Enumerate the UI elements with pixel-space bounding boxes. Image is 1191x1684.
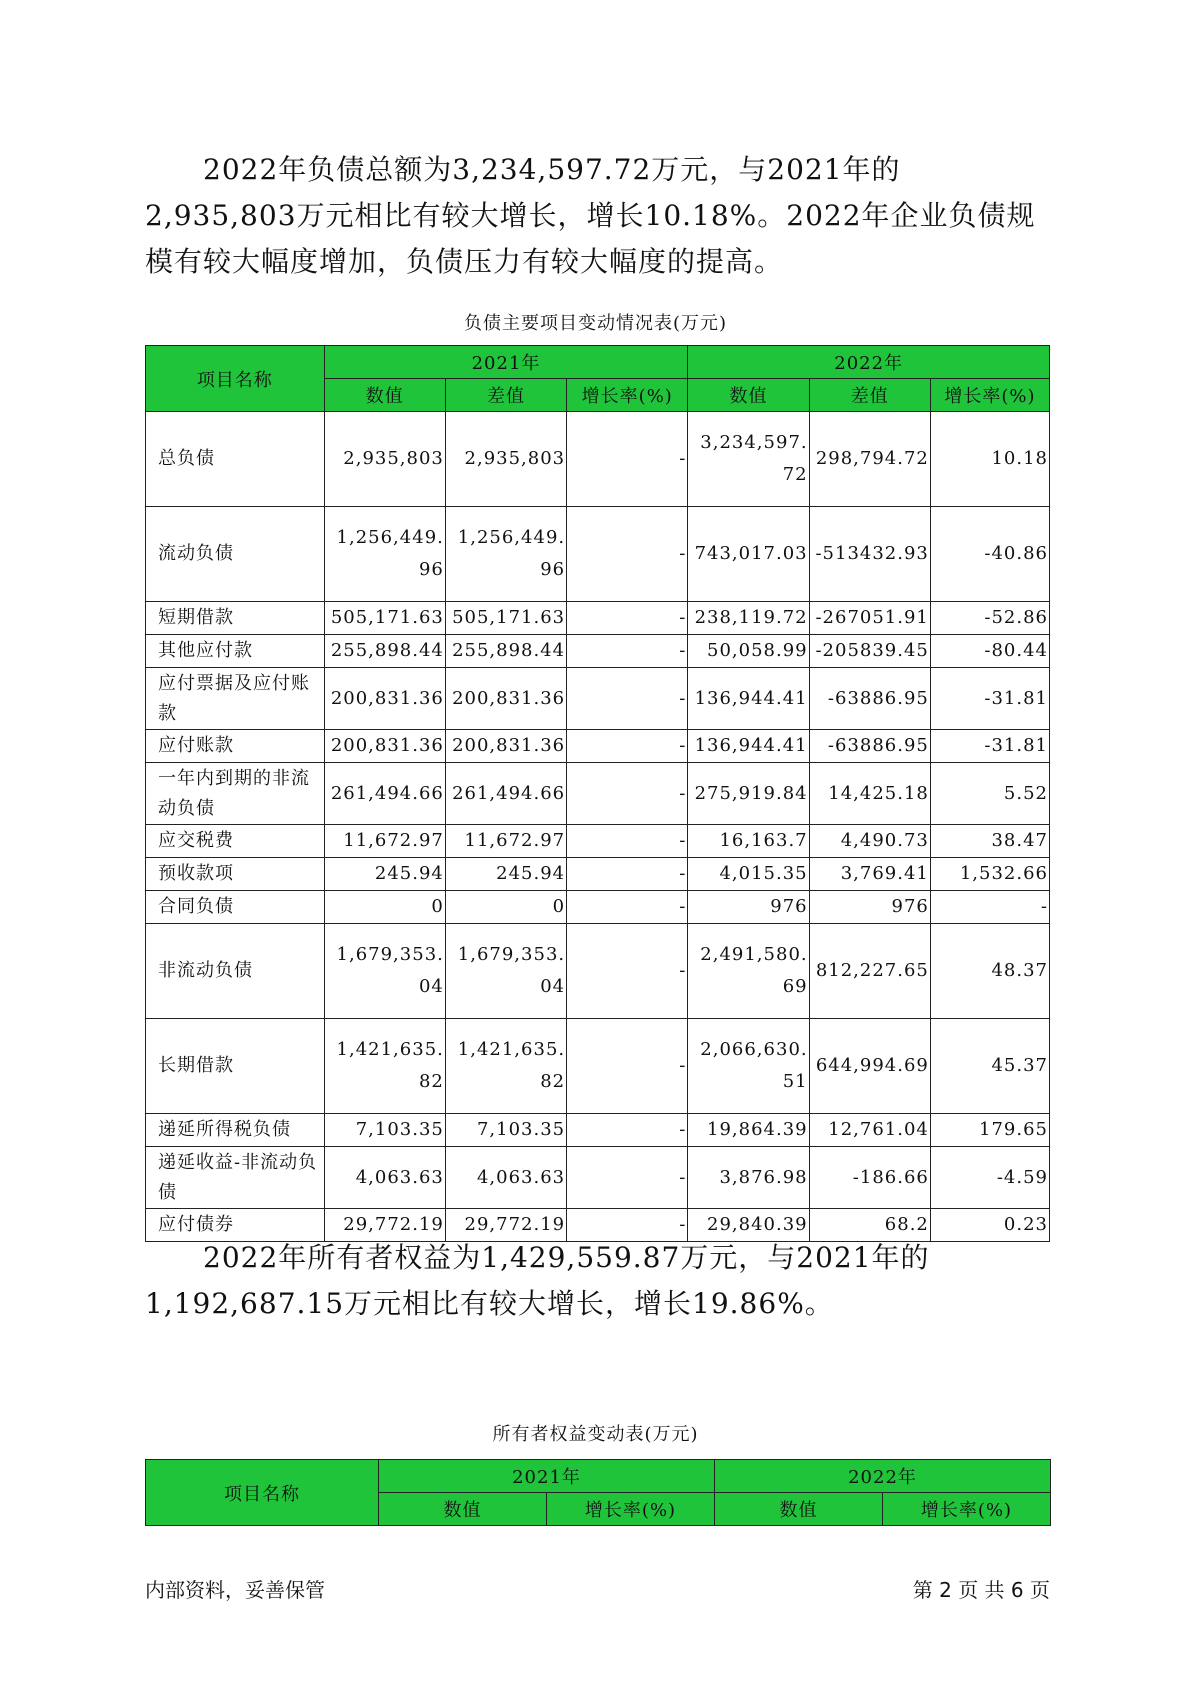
- cell-r2: -4.59: [930, 1147, 1049, 1209]
- cell-v1: 245.94: [324, 858, 445, 891]
- liability-table-caption: 负债主要项目变动情况表(万元): [463, 313, 728, 334]
- cell-v2: 50,058.99: [688, 635, 809, 668]
- cell-v1: 29,772.19: [324, 1209, 445, 1242]
- cell-r1: -: [567, 668, 688, 730]
- row-item-name: 总负债: [146, 412, 325, 507]
- header-rate-2022: 增长率(%): [930, 379, 1049, 412]
- cell-r1: -: [567, 412, 688, 507]
- table-row: [146, 602, 1050, 635]
- cell-v1: 1,256,449.96: [324, 507, 445, 602]
- cell-d2: -63886.95: [809, 668, 930, 730]
- cell-d1: 1,421,635.82: [445, 1019, 566, 1114]
- table-row: [146, 924, 1050, 1019]
- cell-d2: 298,794.72: [809, 412, 930, 507]
- footer-page-number: 第 2 页 共 6 页: [912, 1578, 1050, 1602]
- cell-d1: 200,831.36: [445, 668, 566, 730]
- cell-r1: -: [567, 1114, 688, 1147]
- cell-r2: 5.52: [930, 763, 1049, 825]
- cell-v1: 4,063.63: [324, 1147, 445, 1209]
- cell-v2: 136,944.41: [688, 730, 809, 763]
- row-item-name: 应付票据及应付账款: [146, 668, 325, 730]
- cell-d2: 4,490.73: [809, 825, 930, 858]
- cell-d1: 7,103.35: [445, 1114, 566, 1147]
- cell-v2: 16,163.7: [688, 825, 809, 858]
- cell-v2: 29,840.39: [688, 1209, 809, 1242]
- row-item-name: 递延收益-非流动负债: [146, 1147, 325, 1209]
- table-row: [146, 635, 1050, 668]
- cell-r2: -40.86: [930, 507, 1049, 602]
- cell-r1: -: [567, 891, 688, 924]
- cell-d2: -63886.95: [809, 730, 930, 763]
- cell-r1: -: [567, 507, 688, 602]
- cell-d1: 0: [445, 891, 566, 924]
- cell-d1: 505,171.63: [445, 602, 566, 635]
- cell-v1: 200,831.36: [324, 730, 445, 763]
- cell-v2: 136,944.41: [688, 668, 809, 730]
- cell-d2: 812,227.65: [809, 924, 930, 1019]
- cell-v1: 505,171.63: [324, 602, 445, 635]
- cell-r1: -: [567, 1147, 688, 1209]
- cell-d2: 14,425.18: [809, 763, 930, 825]
- cell-r1: -: [567, 825, 688, 858]
- equity-header-value-2021: 数值: [379, 1493, 547, 1526]
- liability-summary-paragraph: [145, 147, 1050, 285]
- cell-v1: 255,898.44: [324, 635, 445, 668]
- table-row: [146, 412, 1050, 507]
- cell-d1: 4,063.63: [445, 1147, 566, 1209]
- cell-d1: 1,256,449.96: [445, 507, 566, 602]
- cell-d1: 200,831.36: [445, 730, 566, 763]
- header-item-name: 项目名称: [146, 346, 325, 412]
- cell-r1: -: [567, 602, 688, 635]
- cell-v1: 200,831.36: [324, 668, 445, 730]
- cell-d2: -205839.45: [809, 635, 930, 668]
- cell-r2: 0.23: [930, 1209, 1049, 1242]
- header-year-2022: 2022年: [688, 346, 1050, 379]
- row-item-name: 短期借款: [146, 602, 325, 635]
- cell-r1: -: [567, 635, 688, 668]
- cell-v2: 3,234,597.72: [688, 412, 809, 507]
- cell-d1: 2,935,803: [445, 412, 566, 507]
- equity-table-caption: 所有者权益变动表(万元): [492, 1424, 699, 1445]
- cell-d1: 255,898.44: [445, 635, 566, 668]
- cell-r2: -31.81: [930, 730, 1049, 763]
- cell-v2: 976: [688, 891, 809, 924]
- cell-d2: -186.66: [809, 1147, 930, 1209]
- cell-v1: 2,935,803: [324, 412, 445, 507]
- cell-v2: 3,876.98: [688, 1147, 809, 1209]
- equity-header-year-2021: 2021年: [379, 1460, 715, 1493]
- cell-v2: 275,919.84: [688, 763, 809, 825]
- equity-summary-text: 2022年所有者权益为1,429,559.87万元，与2021年的1,192,687.15万元相比有较大增长，增长19.86%。: [145, 1241, 930, 1320]
- table-row: [146, 1147, 1050, 1209]
- table-row: [146, 1114, 1050, 1147]
- cell-r1: -: [567, 924, 688, 1019]
- cell-d1: 245.94: [445, 858, 566, 891]
- cell-r1: -: [567, 1019, 688, 1114]
- equity-header-item-name: 项目名称: [146, 1460, 379, 1526]
- row-item-name: 预收款项: [146, 858, 325, 891]
- row-item-name: 应付债券: [146, 1209, 325, 1242]
- cell-v1: 0: [324, 891, 445, 924]
- cell-d2: 644,994.69: [809, 1019, 930, 1114]
- cell-r2: -80.44: [930, 635, 1049, 668]
- table-row: [146, 763, 1050, 825]
- footer-confidential-note: 内部资料，妥善保管: [145, 1578, 325, 1602]
- row-item-name: 长期借款: [146, 1019, 325, 1114]
- row-item-name: 应交税费: [146, 825, 325, 858]
- liability-change-table: [145, 345, 1050, 1242]
- cell-v2: 2,066,630.51: [688, 1019, 809, 1114]
- cell-v2: 238,119.72: [688, 602, 809, 635]
- cell-d2: 3,769.41: [809, 858, 930, 891]
- table-row: [146, 668, 1050, 730]
- row-item-name: 应付账款: [146, 730, 325, 763]
- cell-r1: -: [567, 730, 688, 763]
- cell-r2: 45.37: [930, 1019, 1049, 1114]
- cell-d2: -513432.93: [809, 507, 930, 602]
- table-row: [146, 507, 1050, 602]
- header-value-2021: 数值: [324, 379, 445, 412]
- cell-v1: 11,672.97: [324, 825, 445, 858]
- cell-d2: 12,761.04: [809, 1114, 930, 1147]
- row-item-name: 非流动负债: [146, 924, 325, 1019]
- cell-d2: 68.2: [809, 1209, 930, 1242]
- row-item-name: 递延所得税负债: [146, 1114, 325, 1147]
- cell-d1: 29,772.19: [445, 1209, 566, 1242]
- cell-r1: -: [567, 1209, 688, 1242]
- cell-v1: 1,679,353.04: [324, 924, 445, 1019]
- cell-r1: -: [567, 763, 688, 825]
- equity-header-value-2022: 数值: [715, 1493, 883, 1526]
- cell-r2: 48.37: [930, 924, 1049, 1019]
- cell-r2: -52.86: [930, 602, 1049, 635]
- equity-change-table: [145, 1459, 1051, 1526]
- cell-r2: 179.65: [930, 1114, 1049, 1147]
- table-row: [146, 730, 1050, 763]
- header-rate-2021: 增长率(%): [567, 379, 688, 412]
- cell-d1: 1,679,353.04: [445, 924, 566, 1019]
- table-row: [146, 858, 1050, 891]
- equity-header-rate-2021: 增长率(%): [547, 1493, 715, 1526]
- cell-r2: 1,532.66: [930, 858, 1049, 891]
- row-item-name: 其他应付款: [146, 635, 325, 668]
- equity-header-rate-2022: 增长率(%): [883, 1493, 1051, 1526]
- header-diff-2022: 差值: [809, 379, 930, 412]
- equity-summary-paragraph: [145, 1235, 1050, 1327]
- header-year-2021: 2021年: [324, 346, 688, 379]
- cell-v2: 4,015.35: [688, 858, 809, 891]
- cell-v1: 7,103.35: [324, 1114, 445, 1147]
- cell-r2: 10.18: [930, 412, 1049, 507]
- equity-header-year-2022: 2022年: [715, 1460, 1051, 1493]
- header-value-2022: 数值: [688, 379, 809, 412]
- cell-r2: 38.47: [930, 825, 1049, 858]
- cell-r2: -: [930, 891, 1049, 924]
- cell-v2: 2,491,580.69: [688, 924, 809, 1019]
- cell-v2: 19,864.39: [688, 1114, 809, 1147]
- cell-v2: 743,017.03: [688, 507, 809, 602]
- table-row: [146, 1019, 1050, 1114]
- row-item-name: 合同负债: [146, 891, 325, 924]
- cell-v1: 1,421,635.82: [324, 1019, 445, 1114]
- liability-summary-text: 2022年负债总额为3,234,597.72万元，与2021年的2,935,803万元相比有较大增长，增长10.18%。2022年企业负债规模有较大幅度增加，负债压力有较大幅度的提高。: [145, 153, 1036, 278]
- cell-r2: -31.81: [930, 668, 1049, 730]
- table-row: [146, 825, 1050, 858]
- cell-d2: 976: [809, 891, 930, 924]
- cell-v1: 261,494.66: [324, 763, 445, 825]
- table-row: [146, 891, 1050, 924]
- row-item-name: 流动负债: [146, 507, 325, 602]
- header-diff-2021: 差值: [445, 379, 566, 412]
- cell-r1: -: [567, 858, 688, 891]
- row-item-name: 一年内到期的非流动负债: [146, 763, 325, 825]
- cell-d2: -267051.91: [809, 602, 930, 635]
- cell-d1: 11,672.97: [445, 825, 566, 858]
- cell-d1: 261,494.66: [445, 763, 566, 825]
